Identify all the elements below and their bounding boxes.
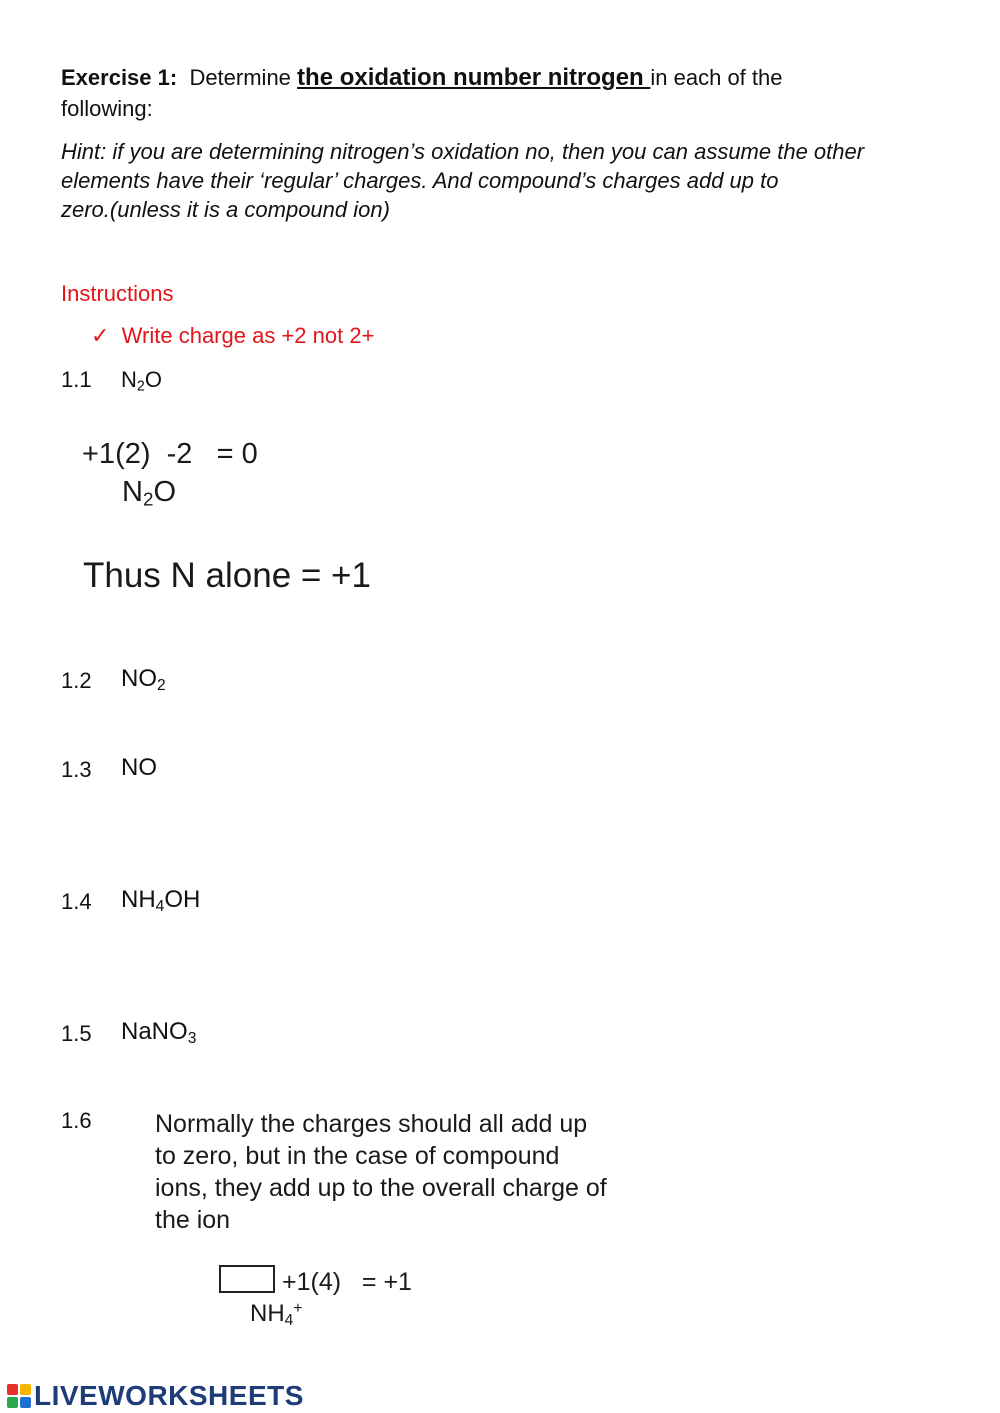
hint-line1: Hint: if you are determining nitrogen’s oxidation no, then you can assume the other: [61, 139, 865, 164]
exercise-line2: following:: [61, 96, 153, 121]
exercise-heading: [61, 63, 783, 92]
question-number: 1.1: [61, 367, 92, 392]
question-number: 1.3: [61, 757, 92, 782]
question-formula: $NO_2$: [121, 665, 166, 694]
liveworksheets-logo-icon: [6, 1383, 32, 1409]
instructions-title: Instructions: [61, 281, 174, 306]
example-conclusion: Thus N alone = +1: [83, 556, 371, 595]
example-charges: +1(2) -2 = 0: [82, 438, 258, 470]
question-number: 1.5: [61, 1021, 92, 1046]
hint-line3: zero.(unless it is a compound ion): [61, 197, 390, 222]
liveworksheets-logo: [6, 1381, 304, 1411]
example-formula: $N_2O$: [122, 476, 176, 510]
exercise-label: Exercise 1:: [61, 65, 178, 90]
question-formula: NaNO$_3$: [121, 1018, 197, 1047]
compound-ion-note: Normally the charges should all add up to zero, but in the case of compound ions, they add up to the overall charge of the ion: [155, 1110, 607, 1234]
question-number: 1.6: [61, 1108, 92, 1133]
instructions-item: [91, 323, 374, 349]
instructions-item-text: Write charge as +2 not 2+: [121, 323, 375, 348]
exercise-tail: in each of the: [650, 65, 783, 90]
question-number: 1.2: [61, 668, 92, 693]
question-formula: NO: [121, 754, 157, 781]
liveworksheets-logo-text: LIVEWORKSHEETS: [34, 1380, 304, 1411]
ion-formula: $NH_4^+$: [250, 1300, 303, 1329]
exercise-lead: Determine: [189, 65, 291, 90]
question-formula: $NH_4OH$: [121, 886, 201, 915]
question-formula: $N_2O$: [121, 367, 162, 395]
check-icon: ✓: [91, 323, 110, 348]
question-number: 1.4: [61, 889, 92, 914]
exercise-emphasis: the oxidation number nitrogen: [297, 64, 651, 91]
answer-input-box[interactable]: [219, 1265, 275, 1293]
ion-charges: +1(4) = +1: [282, 1268, 412, 1296]
hint-line2: elements have their ‘regular’ charges. And compound’s charges add up to: [61, 168, 779, 193]
